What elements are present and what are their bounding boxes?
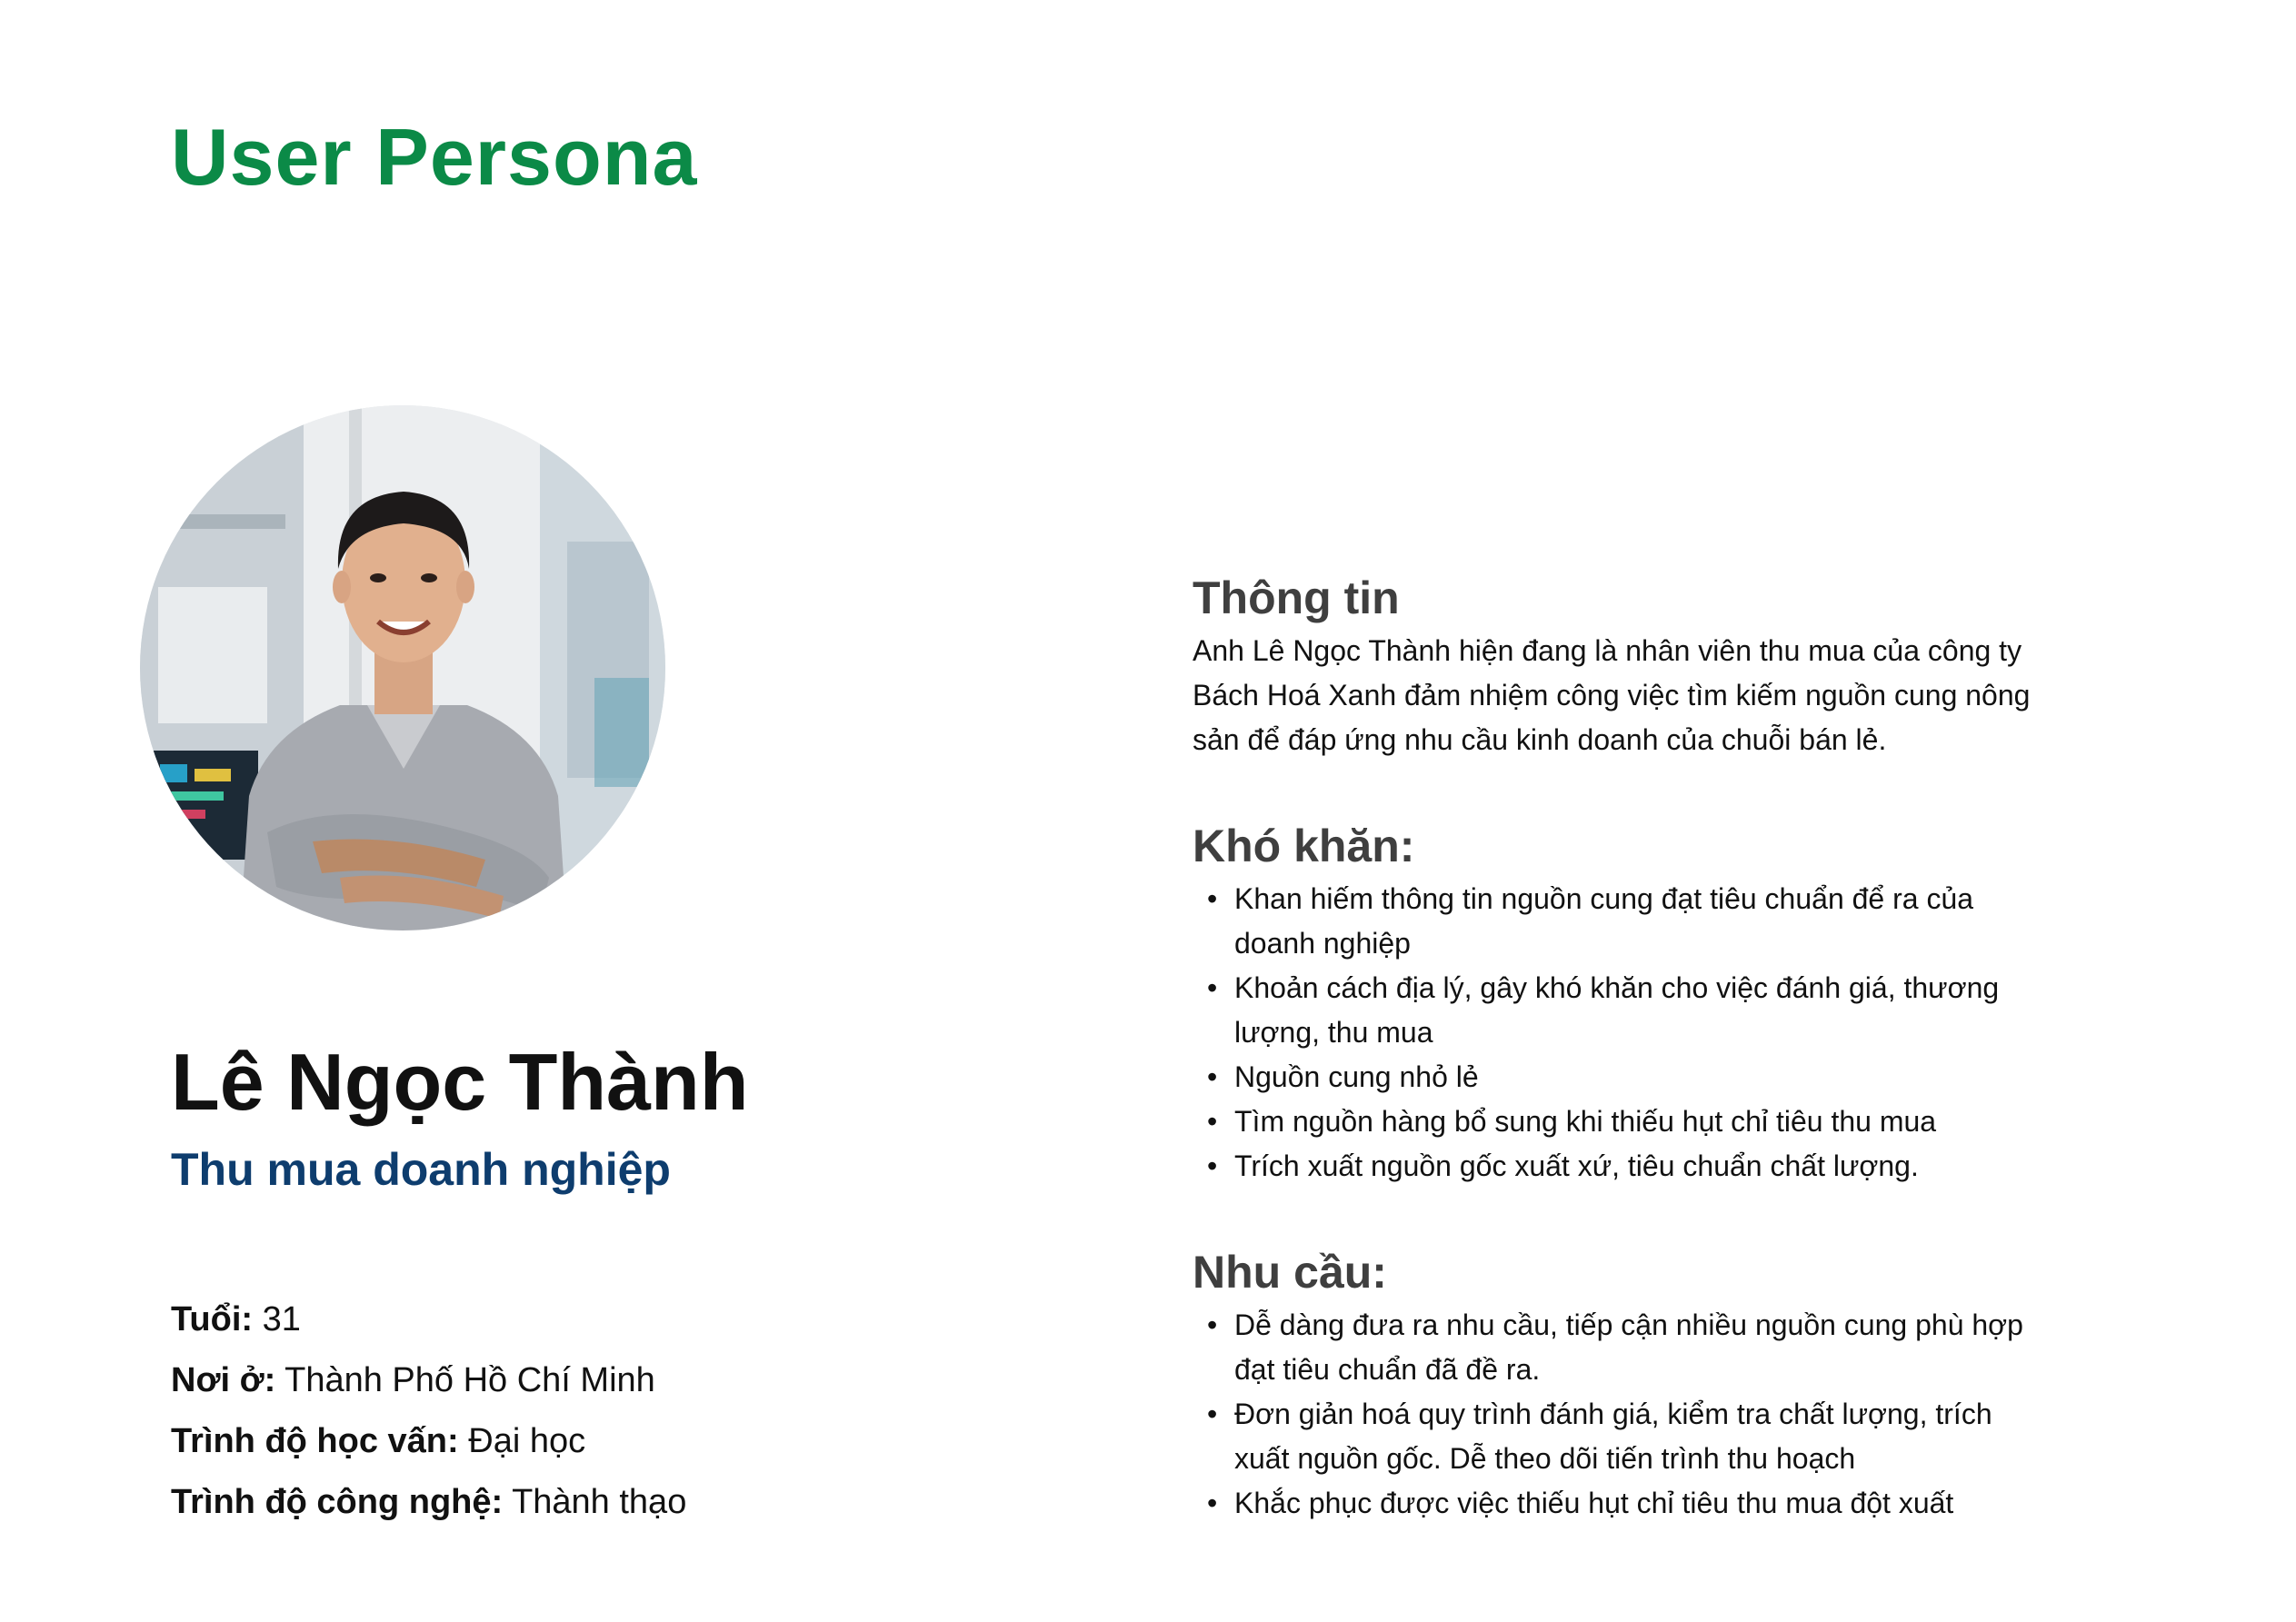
fact-label: Nơi ở: xyxy=(171,1361,276,1399)
list-item-text: Khoản cách địa lý, gây khó khăn cho việc đánh giá, thương lượng, thu mua xyxy=(1234,971,2000,1049)
bullet-icon: • xyxy=(1207,1149,1218,1182)
difficulties-title: Khó khăn: xyxy=(1193,821,1415,871)
list-item xyxy=(1193,1303,2047,1392)
list-item xyxy=(1193,1392,2047,1481)
bullet-icon: • xyxy=(1207,1060,1218,1093)
list-item-text: Đơn giản hoá quy trình đánh giá, kiểm tra chất lượng, trích xuất nguồn gốc. Dễ theo dõi tiến trình thu hoạch xyxy=(1234,1398,1992,1475)
needs-section xyxy=(1193,1245,2047,1526)
fact-label: Tuổi: xyxy=(171,1300,254,1338)
list-item-text: Trích xuất nguồn gốc xuất xứ, tiêu chuẩn chất lượng. xyxy=(1234,1149,1919,1182)
bullet-icon: • xyxy=(1207,971,1218,1004)
fact-value: 31 xyxy=(262,1300,301,1338)
persona-details xyxy=(1193,571,2047,1526)
bullet-icon: • xyxy=(1207,1398,1218,1430)
fact-education xyxy=(171,1423,989,1459)
fact-label: Trình độ học vấn: xyxy=(171,1422,459,1460)
info-text: Anh Lê Ngọc Thành hiện đang là nhân viên thu mua của công ty Bách Hoá Xanh đảm nhiệm công việc tìm kiếm nguồn cung nông sản để đáp ứng nhu cầu kinh doanh của chuỗi bán lẻ. xyxy=(1193,634,2031,756)
list-item-text: Khan hiếm thông tin nguồn cung đạt tiêu chuẩn để ra của doanh nghiệp xyxy=(1234,882,1974,960)
persona-role: Thu mua doanh nghiệp xyxy=(171,1144,671,1195)
persona-avatar xyxy=(140,405,665,930)
list-item-text: Tìm nguồn hàng bổ sung khi thiếu hụt chỉ tiêu thu mua xyxy=(1234,1105,1937,1138)
fact-value: Thành Phố Hồ Chí Minh xyxy=(285,1361,655,1399)
list-item-text: Nguồn cung nhỏ lẻ xyxy=(1234,1060,1479,1093)
bullet-icon: • xyxy=(1207,1309,1218,1341)
persona-name: Lê Ngọc Thành xyxy=(171,1037,749,1127)
list-item-text: Dễ dàng đưa ra nhu cầu, tiếp cận nhiều nguồn cung phù hợp đạt tiêu chuẩn đã đề ra. xyxy=(1234,1309,2023,1386)
difficulties-section xyxy=(1193,819,2047,1189)
fact-value: Đại học xyxy=(468,1422,586,1460)
fact-residence xyxy=(171,1362,989,1398)
bullet-icon: • xyxy=(1207,882,1218,915)
list-item-text: Khắc phục được việc thiếu hụt chỉ tiêu thu mua đột xuất xyxy=(1234,1487,1954,1519)
list-item xyxy=(1193,966,2047,1055)
page-title: User Persona xyxy=(171,112,698,202)
info-section xyxy=(1193,571,2047,762)
fact-label: Trình độ công nghệ: xyxy=(171,1483,504,1521)
list-item xyxy=(1193,1481,2047,1526)
list-item xyxy=(1193,1055,2047,1100)
persona-photo xyxy=(140,405,665,930)
bullet-icon: • xyxy=(1207,1105,1218,1138)
fact-tech-level xyxy=(171,1484,989,1520)
persona-facts xyxy=(171,1301,989,1545)
needs-list xyxy=(1193,1303,2047,1526)
difficulties-list xyxy=(1193,877,2047,1189)
list-item xyxy=(1193,877,2047,966)
needs-title: Nhu cầu: xyxy=(1193,1247,1387,1298)
list-item xyxy=(1193,1144,2047,1189)
list-item xyxy=(1193,1100,2047,1144)
fact-age xyxy=(171,1301,989,1338)
bullet-icon: • xyxy=(1207,1487,1218,1519)
info-title: Thông tin xyxy=(1193,572,1400,623)
fact-value: Thành thạo xyxy=(512,1483,687,1521)
